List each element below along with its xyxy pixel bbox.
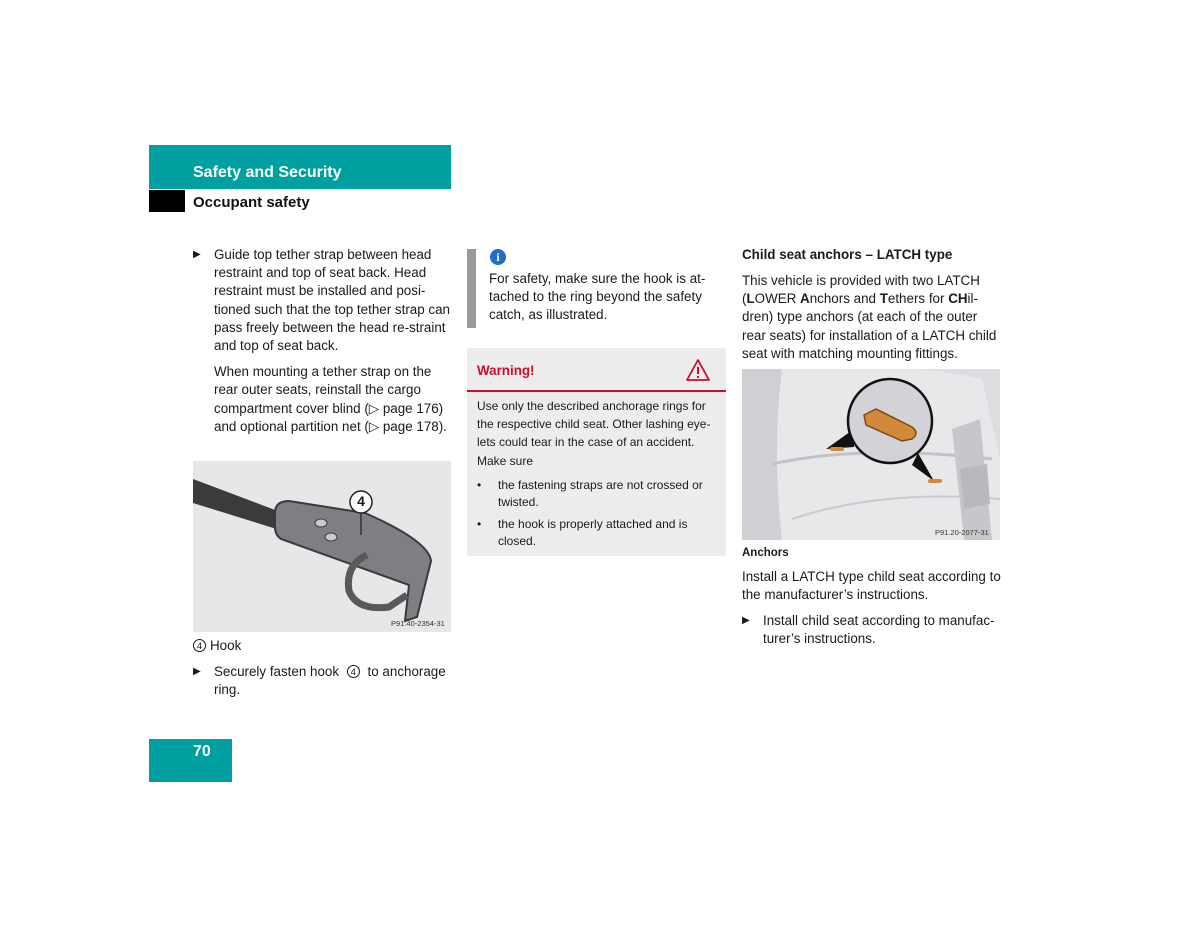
- warning-body: [477, 397, 719, 550]
- step-arrow-icon: ▶: [193, 249, 201, 260]
- info-box-text: For safety, make sure the hook is at-tached to the ring beyond the safety catch, as illustrated.: [489, 271, 706, 323]
- warning-list-item: • the hook is properly attached and is closed.: [477, 516, 688, 548]
- page-number-band: [149, 739, 232, 782]
- figure-legend: [193, 637, 455, 655]
- hook-figure: [193, 461, 451, 632]
- figure-caption: Anchors: [742, 547, 789, 559]
- seat-anchor-illustration: [742, 369, 1000, 540]
- warning-intro: Use only the described anchorage rings for the respective child seat. Other lashing eye-lets could tear in the case of an accident. Make sure: [477, 399, 711, 468]
- info-icon: i: [490, 249, 506, 265]
- warning-title: Warning!: [477, 363, 535, 378]
- step-text: Guide top tether strap between head restraint and top of seat back. Head restraint must be installed and posi-tioned such that the top tether strap can pass freely between the head re-straint and top of seat back.: [214, 247, 450, 354]
- section-heading: Child seat anchors – LATCH type: [742, 247, 953, 262]
- subsection-marker: [149, 190, 185, 212]
- install-step: [742, 612, 1004, 648]
- step-arrow-icon: ▶: [193, 666, 201, 677]
- install-step-text: Install child seat according to manufac-turer’s instructions.: [763, 613, 995, 647]
- figure-code: P91.40-2354-31: [391, 619, 445, 628]
- step2-number: 4: [347, 665, 360, 678]
- legend-label: Hook: [210, 638, 242, 653]
- section-title: Safety and Security: [193, 164, 342, 181]
- subsection-title: Occupant safety: [193, 194, 310, 211]
- instruction-step-2: [193, 663, 455, 699]
- anchors-figure: [742, 369, 1000, 540]
- info-box-bar: [467, 249, 476, 328]
- step2-text-end: to anchorage ring.: [214, 664, 446, 698]
- step2-text-start: Securely fasten hook: [214, 664, 340, 679]
- bullet-dot-icon: •: [477, 516, 482, 531]
- warning-triangle-icon: [685, 358, 711, 382]
- step-arrow-icon: ▶: [742, 615, 750, 626]
- step-note: When mounting a tether strap on the rear outer seats, reinstall the cargo compartment cover blind (▷ page 176) and optional partition net (▷ page 178).: [214, 364, 447, 434]
- latch-description: This vehicle is provided with two LATCH (LOWER Anchors and Tethers for CHil-dren) type anchors (at each of the outer rear seats) for installation of a LATCH child seat with matching mounting fittings.: [742, 273, 997, 361]
- left-column-text: [193, 246, 455, 436]
- warning-list-item: • the fastening straps are not crossed or twisted.: [477, 477, 703, 509]
- figure-callout-number: 4: [357, 493, 365, 509]
- instruction-step: [193, 246, 455, 355]
- figure-code: P91.20-2077-31: [935, 528, 989, 537]
- hook-illustration: [193, 461, 451, 632]
- bullet-dot-icon: •: [477, 477, 482, 492]
- install-paragraph: Install a LATCH type child seat according to the manufacturer’s instructions.: [742, 569, 1001, 603]
- warning-divider: [467, 390, 726, 392]
- legend-number: 4: [193, 639, 206, 652]
- page-number: 70: [193, 743, 211, 760]
